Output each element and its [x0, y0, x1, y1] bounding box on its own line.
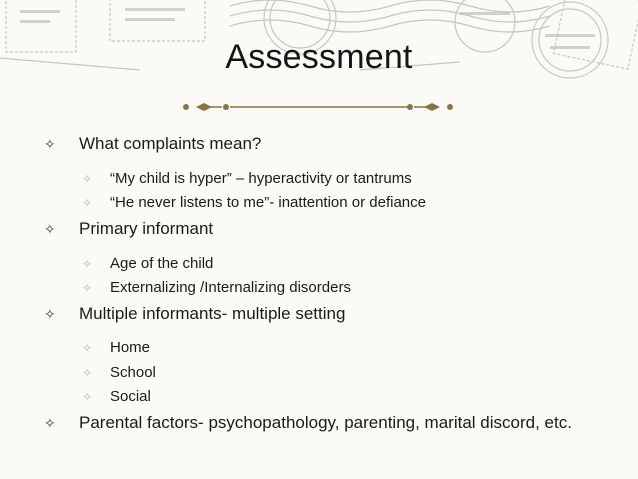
- four-point-star-icon: ✧: [82, 366, 93, 380]
- sub-bullet-item: [82, 255, 214, 272]
- four-point-star-icon: ✧: [82, 390, 93, 404]
- bullet-item: [44, 219, 214, 239]
- four-point-star-icon: ✧: [44, 306, 56, 322]
- four-point-star-icon: ✧: [44, 415, 56, 431]
- bullet-text: Multiple informants- multiple setting: [79, 304, 346, 323]
- sub-bullet-text: Externalizing /Internalizing disorders: [110, 279, 351, 296]
- four-point-star-icon: ✧: [82, 196, 93, 210]
- sub-bullet-item: [82, 339, 151, 356]
- four-point-star-icon: ✧: [82, 257, 93, 271]
- sub-bullet-text: Age of the child: [110, 255, 214, 272]
- four-point-star-icon: ✧: [44, 221, 56, 237]
- bullet-text: Primary informant: [79, 219, 214, 238]
- sub-bullet-text: School: [110, 364, 156, 381]
- sub-bullet-item: [82, 279, 351, 296]
- four-point-star-icon: ✧: [82, 341, 93, 355]
- bullet-text: Parental factors- psychopathology, parenting, marital discord, etc.: [79, 413, 572, 432]
- sub-bullet-text: “He never listens to me”- inattention or defiance: [110, 194, 426, 211]
- sub-bullet-item: [82, 170, 412, 187]
- four-point-star-icon: ✧: [82, 172, 93, 186]
- sub-bullet-text: Social: [110, 388, 151, 405]
- bullet-item: [44, 134, 262, 154]
- sub-bullet-text: “My child is hyper” – hyperactivity or tantrums: [110, 170, 412, 187]
- four-point-star-icon: ✧: [44, 136, 56, 152]
- sub-bullet-item: [82, 364, 156, 381]
- bullet-item: [44, 304, 346, 324]
- sub-bullet-item: [82, 388, 151, 405]
- four-point-star-icon: ✧: [82, 281, 93, 295]
- bullet-item: [44, 413, 572, 433]
- sub-bullet-item: [82, 194, 426, 211]
- sub-bullet-text: Home: [110, 339, 151, 356]
- slide-title: Assessment: [225, 38, 413, 76]
- bullet-text: What complaints mean?: [79, 134, 262, 153]
